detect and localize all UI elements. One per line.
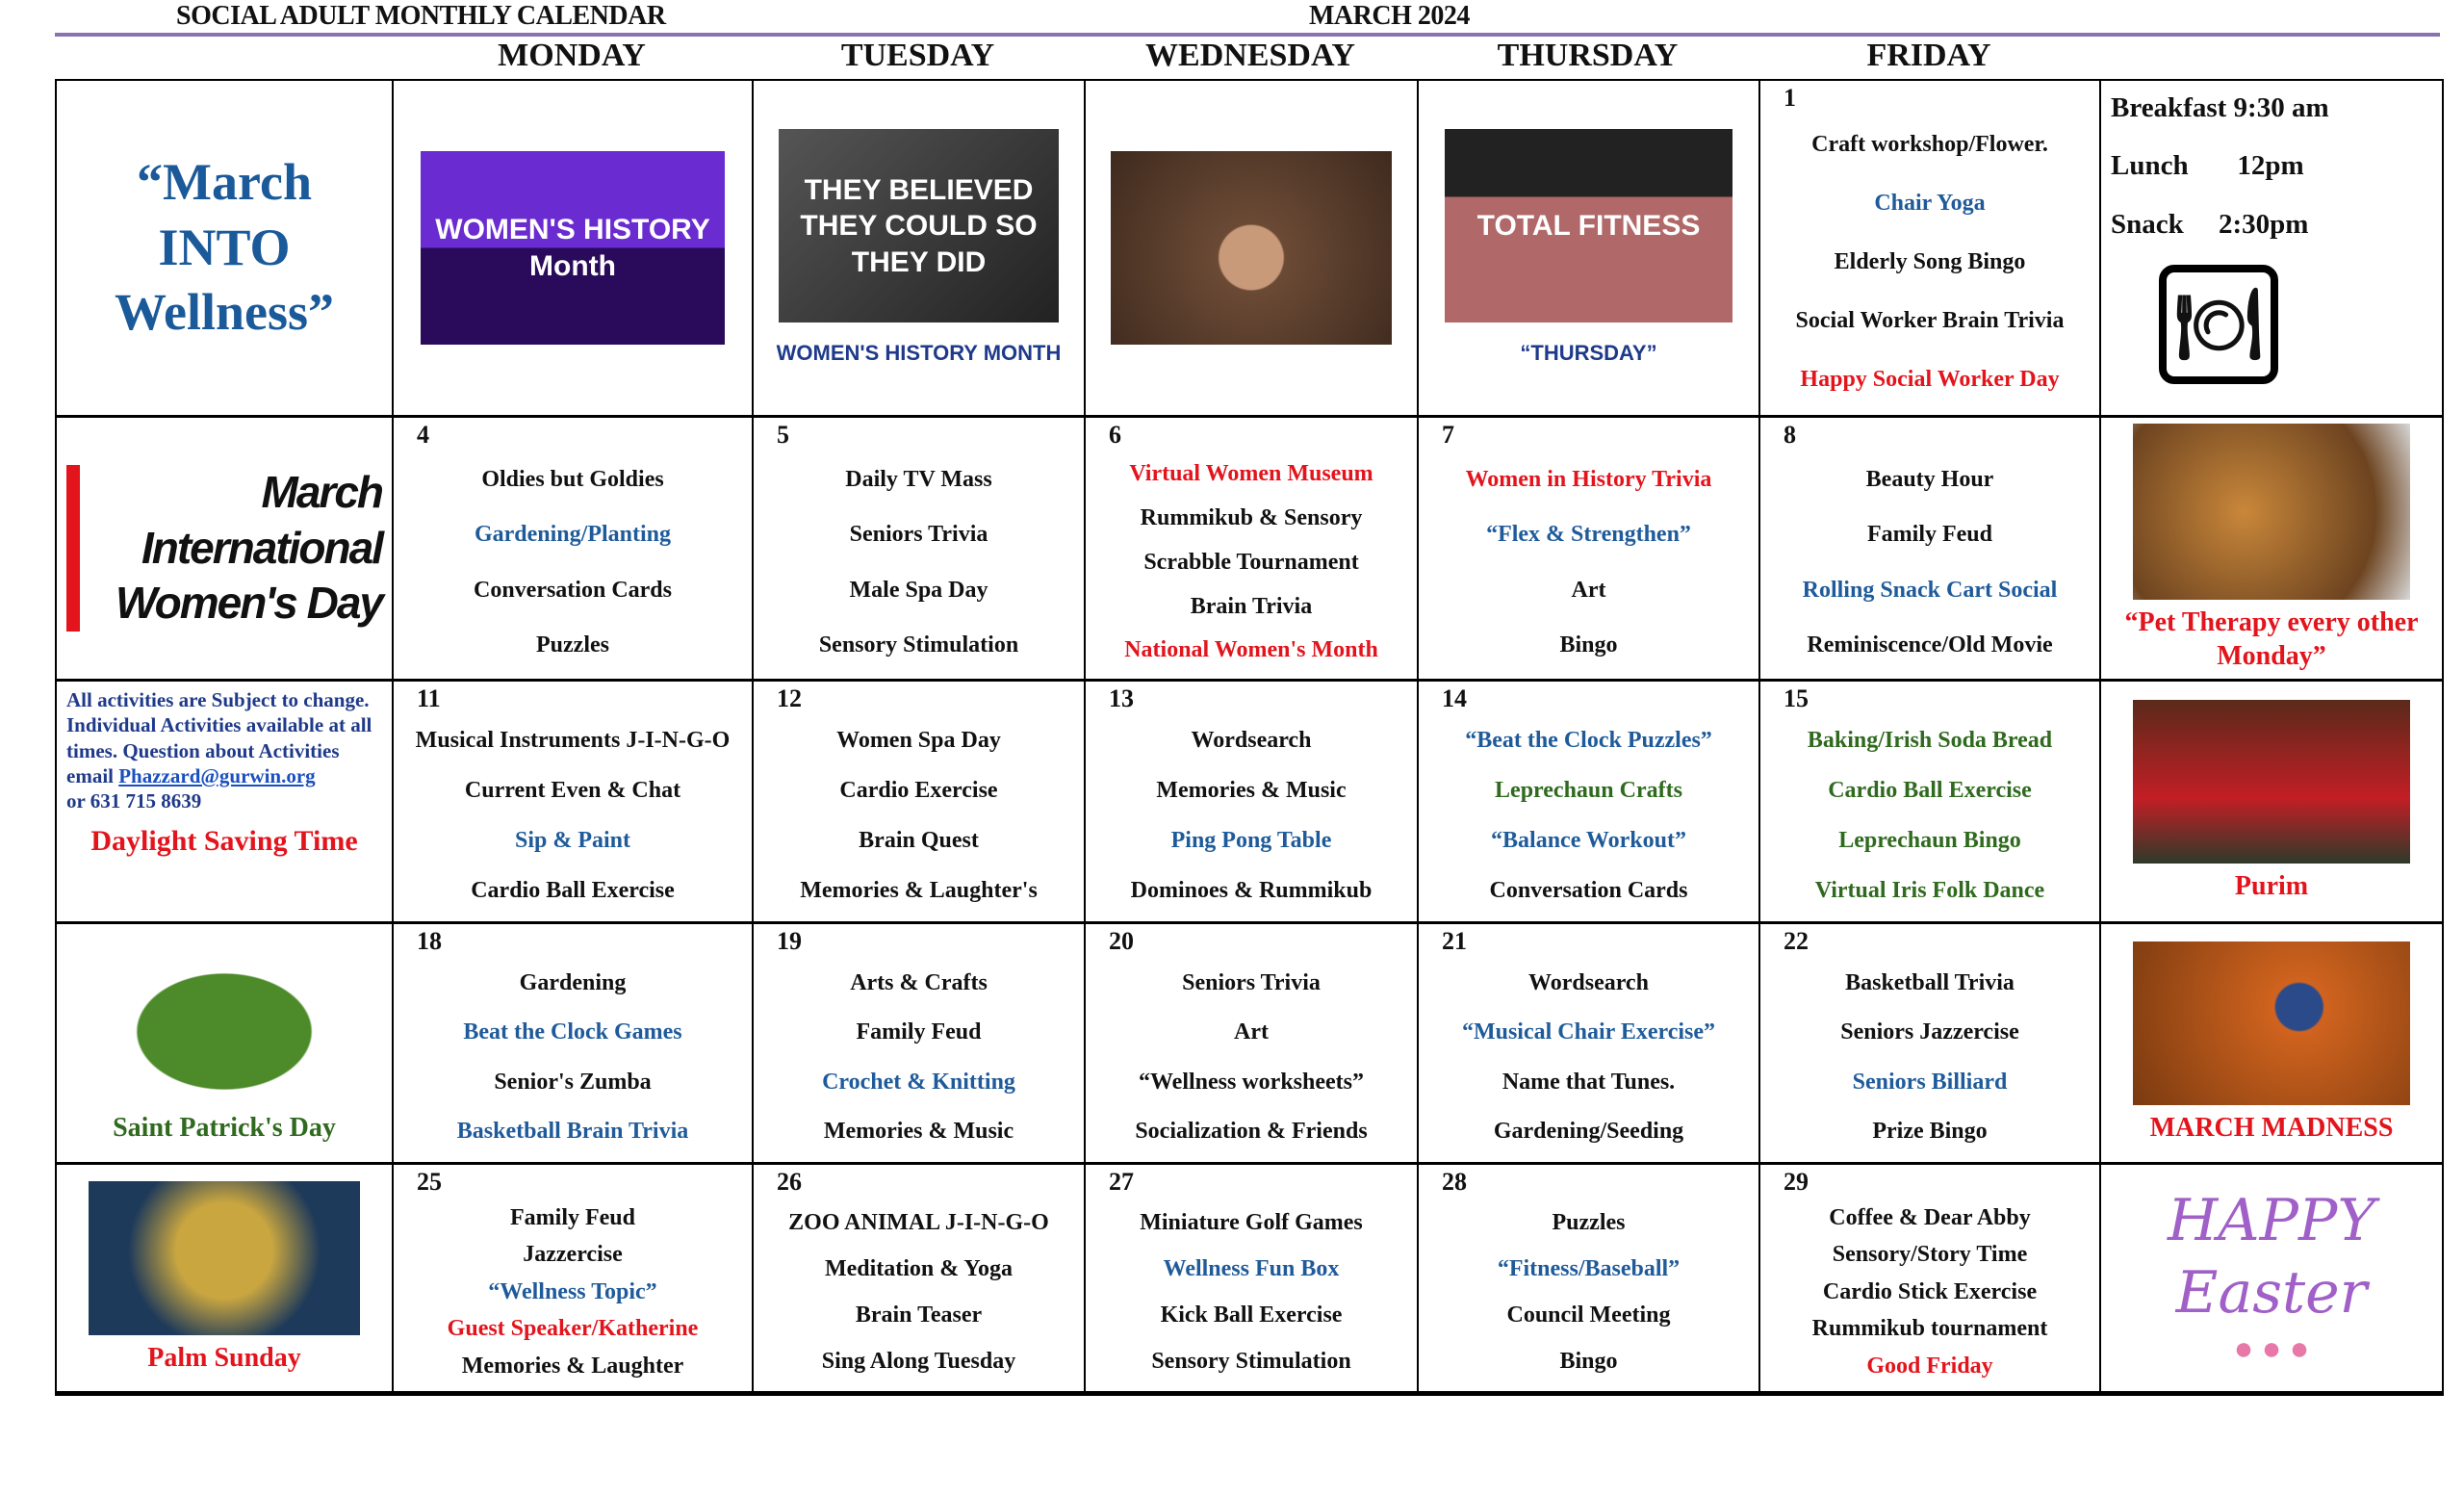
activity-item: Beauty Hour (1865, 467, 1994, 493)
activity-item: Rolling Snack Cart Social (1802, 577, 2058, 603)
day-header-monday: MONDAY (498, 38, 646, 73)
activity-item: Conversation Cards (1489, 877, 1688, 903)
day-number: 19 (777, 927, 802, 955)
activity-item: ZOO ANIMAL J-I-N-G-O (788, 1209, 1049, 1235)
day-cell-6 (1086, 418, 1419, 682)
activity-item: “Flex & Strengthen” (1486, 522, 1691, 548)
activity-item: Family Feud (1867, 522, 1992, 548)
activity-item: Sensory Stimulation (1151, 1349, 1351, 1375)
activity-item: Social Worker Brain Trivia (1795, 307, 2065, 333)
activity-item: Scrabble Tournament (1143, 549, 1359, 575)
day-number: 28 (1442, 1168, 1467, 1196)
day-cell-27 (1086, 1165, 1419, 1394)
day-header-wednesday: WEDNESDAY (1145, 38, 1355, 73)
dog-image (2133, 424, 2409, 600)
day-cell-7 (1419, 418, 1760, 682)
activity-item: Seniors Trivia (1182, 970, 1321, 996)
activity-item: Brain Teaser (855, 1303, 983, 1328)
calendar-cell (57, 682, 394, 924)
image-caption: TOTAL FITNESS (1476, 210, 1701, 242)
activity-item: Basketball Brain Trivia (456, 1118, 689, 1144)
day-number: 25 (417, 1168, 442, 1196)
day-number: 6 (1109, 421, 1121, 449)
contact-phone: or 631 715 8639 (66, 789, 202, 812)
activity-item: Brain Trivia (1190, 593, 1313, 619)
activity-item: Puzzles (1552, 1209, 1626, 1235)
activity-item: Council Meeting (1506, 1303, 1671, 1328)
contact-email-link[interactable]: Phazzard@gurwin.org (118, 763, 316, 787)
activity-item: Dominoes & Rummikub (1130, 877, 1373, 903)
day-number: 26 (777, 1168, 802, 1196)
activity-item: Musical Instruments J-I-N-G-O (415, 728, 731, 754)
day-cell-12 (754, 682, 1086, 924)
day-cell-8 (1760, 418, 2101, 682)
activity-item: Jazzercise (523, 1242, 623, 1268)
day-number: 13 (1109, 684, 1134, 712)
activity-item: Virtual Iris Folk Dance (1814, 877, 2045, 903)
activity-item: Ping Pong Table (1170, 827, 1332, 853)
activity-item: “Balance Workout” (1491, 827, 1686, 853)
day-header-thursday: THURSDAY (1497, 38, 1679, 73)
meal-time: Snack 2:30pm (2111, 208, 2309, 240)
day-number: 20 (1109, 927, 1134, 955)
activity-item: Sip & Paint (514, 827, 631, 853)
activity-item: Sensory Stimulation (818, 632, 1019, 658)
activity-item: Cardio Stick Exercise (1822, 1278, 2038, 1304)
activity-item: Daily TV Mass (845, 467, 992, 493)
activity-item: Oldies but Goldies (481, 467, 664, 493)
day-number: 8 (1784, 421, 1796, 449)
photo-caption: Palm Sunday (147, 1343, 301, 1374)
photo-caption: “Pet Therapy every other Monday” (2124, 607, 2419, 671)
image-subcaption: WOMEN'S HISTORY MONTH (776, 341, 1062, 366)
activity-item: Craft workshop/Flower. (1811, 131, 2048, 157)
activity-item: Wordsearch (1191, 728, 1312, 754)
activity-item: Cardio Ball Exercise (1828, 778, 2032, 804)
activity-item: Family Feud (510, 1204, 635, 1230)
day-header-friday: FRIDAY (1866, 38, 1991, 73)
activity-item: Baking/Irish Soda Bread (1807, 728, 2053, 754)
activity-item: Basketball Trivia (1845, 970, 2015, 996)
activity-item: Memories & Laughter (461, 1354, 684, 1380)
activity-item: Happy Social Worker Day (1800, 366, 2060, 392)
calendar-cell (57, 924, 394, 1165)
day-cell-26 (754, 1165, 1086, 1394)
activity-item: Wellness Fun Box (1163, 1255, 1340, 1281)
seedling-hands-image (1111, 151, 1392, 345)
calendar-cell (2101, 1165, 2442, 1394)
activity-item: Wordsearch (1528, 970, 1649, 996)
notice-text: All activities are Subject to change. Individual Activities available at all times. Question about Activities email (66, 688, 372, 787)
activity-item: Coffee & Dear Abby (1829, 1204, 2031, 1230)
activity-item: “Musical Chair Exercise” (1461, 1019, 1716, 1045)
day-number: 1 (1784, 84, 1796, 112)
activity-item: Conversation Cards (473, 577, 672, 603)
day-cell-4 (394, 418, 754, 682)
activity-item: Seniors Trivia (849, 522, 988, 548)
image-subcaption: “THURSDAY” (1520, 341, 1657, 366)
day-cell-18 (394, 924, 754, 1165)
day-cell-19 (754, 924, 1086, 1165)
meal-time: Lunch 12pm (2111, 150, 2304, 182)
activity-item: Art (1571, 577, 1606, 603)
activity-item: Brain Quest (859, 827, 979, 853)
activity-item: Prize Bingo (1872, 1118, 1988, 1144)
total-fitness-image (1445, 129, 1733, 322)
day-number: 14 (1442, 684, 1467, 712)
activity-item: Elderly Song Bingo (1834, 248, 2026, 274)
activity-item: Puzzles (536, 632, 609, 658)
activity-item: Miniature Golf Games (1140, 1209, 1363, 1235)
easter-eggs-icon: ● ● ● (2233, 1331, 2310, 1368)
activity-item: Gardening/Planting (474, 522, 672, 548)
activity-item: Socialization & Friends (1135, 1118, 1368, 1144)
calendar-cell (57, 418, 394, 682)
activity-item: Seniors Jazzercise (1840, 1019, 2019, 1045)
photo-caption: Saint Patrick's Day (113, 1112, 336, 1143)
activity-item: Women Spa Day (836, 728, 1001, 754)
activity-item: Kick Ball Exercise (1160, 1303, 1343, 1328)
day-cell-28 (1419, 1165, 1760, 1394)
activity-item: Bingo (1559, 632, 1618, 658)
day-cell-22 (1760, 924, 2101, 1165)
day-header-tuesday: TUESDAY (840, 38, 995, 73)
day-number: 27 (1109, 1168, 1134, 1196)
activity-item: Memories & Music (1156, 778, 1347, 804)
basketballs-image (2133, 941, 2409, 1104)
calendar-month: MARCH 2024 (1309, 1, 1470, 31)
day-number: 7 (1442, 421, 1454, 449)
calendar-cell (57, 81, 394, 418)
day-cell-21 (1419, 924, 1760, 1165)
activities-notice (66, 687, 382, 813)
activity-item: Sing Along Tuesday (821, 1349, 1016, 1375)
activity-item: Memories & Music (823, 1118, 1014, 1144)
day-number: 11 (417, 684, 441, 712)
activity-item: “Beat the Clock Puzzles” (1465, 728, 1712, 754)
photo-caption: Purim (2234, 871, 2309, 902)
day-number: 15 (1784, 684, 1809, 712)
day-cell-14 (1419, 682, 1760, 924)
activity-item: Women in History Trivia (1465, 467, 1712, 493)
activity-item: Bingo (1559, 1349, 1618, 1375)
activity-item: “Fitness/Baseball” (1497, 1255, 1681, 1281)
activity-item: Name that Tunes. (1502, 1069, 1676, 1095)
calendar-cell (1419, 81, 1760, 418)
activity-item: Arts & Crafts (850, 970, 988, 996)
activity-item: Crochet & Knitting (822, 1069, 1015, 1095)
activity-item: Virtual Women Museum (1129, 461, 1373, 487)
activity-item: Gardening (519, 970, 627, 996)
activity-item: Rummikub & Sensory (1140, 505, 1363, 531)
theme-title: “March INTO Wellness” (114, 153, 335, 342)
calendar-cell (2101, 682, 2442, 924)
leprechaun-image (89, 941, 360, 1104)
activity-item: Male Spa Day (849, 577, 988, 603)
activity-item: Leprechaun Bingo (1838, 827, 2021, 853)
day-cell-1 (1760, 81, 2101, 418)
calendar-cell (2101, 924, 2442, 1165)
womens-day-graphic: March International Women's Day (66, 465, 382, 632)
day-number: 18 (417, 927, 442, 955)
day-cell-5 (754, 418, 1086, 682)
activity-item: Leprechaun Crafts (1495, 778, 1682, 804)
calendar-cell (394, 81, 754, 418)
calendar-cell (2101, 418, 2442, 682)
meal-time: Breakfast 9:30 am (2111, 92, 2329, 123)
calendar-cell (57, 1165, 394, 1394)
day-number: 22 (1784, 927, 1809, 955)
happy-easter-graphic: HAPPY Easter (2167, 1187, 2375, 1328)
day-number: 4 (417, 421, 429, 449)
activity-item: Reminiscence/Old Movie (1807, 632, 2053, 658)
activity-item: Current Even & Chat (464, 778, 681, 804)
activity-item: National Women's Month (1124, 637, 1378, 663)
activity-item: Gardening/Seeding (1493, 1118, 1684, 1144)
activity-item: Meditation & Yoga (824, 1255, 1014, 1281)
activity-item: Family Feud (856, 1019, 982, 1045)
mask-image (89, 1181, 360, 1336)
day-cell-11 (394, 682, 754, 924)
activity-item: Chair Yoga (1874, 190, 1986, 216)
activity-item: Art (1234, 1019, 1269, 1045)
calendar-cell (754, 81, 1086, 418)
event-label: Daylight Saving Time (90, 825, 358, 858)
day-number: 29 (1784, 1168, 1809, 1196)
activity-item: Memories & Laughter's (800, 877, 1038, 903)
activity-item: Cardio Ball Exercise (471, 877, 675, 903)
plate-utensils-icon: 🍽 (2159, 265, 2278, 384)
activity-item: “Wellness Topic” (488, 1278, 657, 1304)
day-number: 12 (777, 684, 802, 712)
activity-item: Seniors Billiard (1852, 1069, 2008, 1095)
day-cell-13 (1086, 682, 1419, 924)
activity-item: Good Friday (1866, 1354, 1993, 1380)
calendar-title: SOCIAL ADULT MONTHLY CALENDAR (176, 1, 666, 31)
calendar-cell (2101, 81, 2442, 418)
photo-caption: MARCH MADNESS (2149, 1112, 2394, 1143)
activity-item: Senior's Zumba (494, 1069, 652, 1095)
day-cell-25 (394, 1165, 754, 1394)
womens-history-month-image (421, 151, 726, 345)
activity-item: Cardio Exercise (839, 778, 998, 804)
image-caption: WOMEN'S HISTORY Month (435, 214, 710, 282)
day-cell-20 (1086, 924, 1419, 1165)
activity-item: Guest Speaker/Katherine (447, 1316, 699, 1342)
they-believed-image (779, 129, 1059, 322)
day-number: 21 (1442, 927, 1467, 955)
day-cell-15 (1760, 682, 2101, 924)
activity-item: Sensory/Story Time (1832, 1242, 2028, 1268)
calendar-grid (55, 79, 2444, 1396)
activity-item: Beat the Clock Games (463, 1019, 682, 1045)
calendar-cell (1086, 81, 1419, 418)
dancers-image (2133, 700, 2409, 864)
day-number: 5 (777, 421, 789, 449)
image-caption: THEY BELIEVED THEY COULD SO THEY DID (800, 173, 1038, 278)
activity-item: Rummikub tournament (1811, 1316, 2048, 1342)
day-cell-29 (1760, 1165, 2101, 1394)
activity-item: “Wellness worksheets” (1139, 1069, 1364, 1095)
